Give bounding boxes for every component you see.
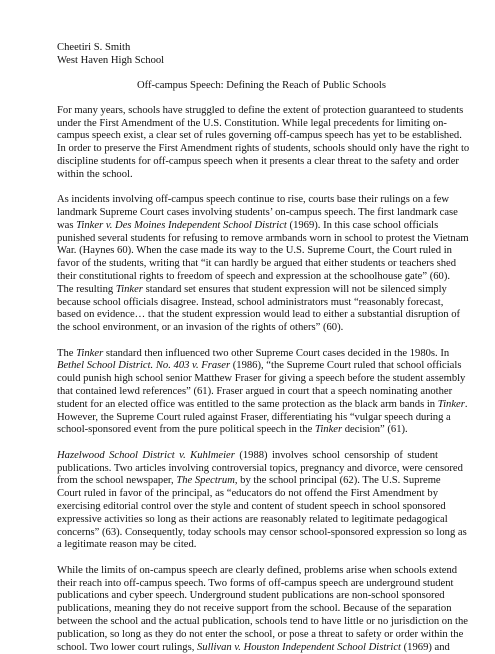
text-line: the school environment, or an invasion of the rights of others” (60). [57, 322, 344, 334]
text-line: punished several students for refusing to remove armbands worn in school to protest the Vietnam [57, 232, 469, 244]
text-line: that contained lewd references” (61). Fraser argued in court that a speech nominating another [57, 386, 453, 398]
text-line: campus speech exist, a clear set of rules governing off-campus speech has yet to be established. [57, 130, 462, 142]
text-line: between the school and the actual publication, schools tend to have little or no jurisdiction on the [57, 615, 468, 627]
text-line: their reach into off-campus speech. Two forms of off-campus speech are underground student [57, 577, 454, 589]
school-name: West Haven High School [57, 54, 165, 66]
text-line: exercising editorial control over the style and content of student speech in school sponsored [57, 500, 446, 512]
text-line: their constitutional rights to freedom of speech and expression at the schoolhouse gate” (60). [57, 271, 451, 283]
text-line: Hazelwood School District v. Kuhlmeier (1988) involves school censorship of student [57, 449, 438, 461]
text-line: publications, meaning they do not receive support from the school. Because of the separation [57, 603, 452, 615]
text-line: publication, so long as they do not enter the school, or pose a threat to safety or order within the [57, 628, 464, 640]
text-line: student for an elected office was entitled to the same protection as the black arm bands in Tinker. [57, 398, 468, 410]
text-line: discipline students for off-campus speech when it presents a clear threat to the safety and order [57, 156, 459, 168]
text-line: school. Two lower court rulings, Sullivan v. Houston Independent School District (1969) and [57, 641, 450, 653]
text-line: publications and cyber speech. Underground student publications are non-school sponsored [57, 590, 445, 602]
text-line: could punish high school senior Matthew Fraser for giving a speech before the student assembly [57, 373, 466, 385]
text-line: publications. Two articles involving controversial topics, pregnancy and divorce, were censored [57, 462, 463, 474]
text-line: Court ruled in favor of the principal, as “educators do not offend the First Amendment by [57, 488, 438, 500]
text-line: concerns” (63). Consequently, today schools may censor school-sponsored expression so long as [57, 526, 467, 538]
text-line: In order to preserve the First Amendment rights of students, schools should only have the right to [57, 143, 470, 155]
text-line: within the school. [57, 168, 133, 180]
text-line: However, the Supreme Court ruled against Fraser, differentiating his “vulgar speech during a [57, 411, 451, 423]
paragraph [57, 564, 468, 654]
essay-title: Off-campus Speech: Defining the Reach of Public Schools [137, 79, 386, 91]
text-line: War. (Haynes 60). When the case made its way to the U.S. Supreme Court, the Court ruled in [57, 245, 452, 257]
text-line: The Tinker standard then influenced two other Supreme Court cases decided in the 1980s. In [57, 347, 450, 359]
text-line: a legitimate reason may be cited. [57, 539, 197, 551]
text-line: was Tinker v. Des Moines Independent School District (1969). In this case school officials [57, 219, 439, 231]
text-line: based on evidence… that the student expression would lead to either a substantial disruption of [57, 309, 461, 321]
paragraph [57, 104, 470, 182]
text-line: For many years, schools have struggled to define the extent of protection guaranteed to students [57, 104, 464, 116]
text-line: landmark Supreme Court cases involving students’ on-campus speech. The first landmark case [57, 207, 458, 219]
author-name: Cheetiri S. Smith [57, 42, 131, 53]
paragraph [57, 449, 467, 552]
text-line: because school officials disagree. Instead, school administrators must “reasonably forecast, [57, 296, 444, 308]
text-line: As incidents involving off-campus speech continue to rise, courts base their rulings on a few [57, 194, 449, 206]
text-line: Bethel School District. No. 403 v. Fraser (1986), “the Supreme Court ruled that school officials [57, 360, 462, 372]
text-line: While the limits of on-campus speech are clearly defined, problems arise when schools extend [57, 564, 458, 576]
paragraph [57, 194, 469, 335]
paragraph [57, 347, 468, 438]
text-line: school-sponsored event from the pure political speech in the Tinker decision” (61). [57, 424, 408, 436]
document-header [57, 42, 438, 68]
text-line: The resulting Tinker standard set ensures that student expression will not be silenced simply [57, 283, 447, 295]
text-line: expressive activities so long as their actions are reasonably related to legitimate pedagogical [57, 513, 448, 525]
text-line: under the First Amendment of the U.S. Constitution. While legal precedents for limiting on- [57, 117, 447, 129]
text-line: from the school newspaper, The Spectrum, by the school principal (62). The U.S. Supreme [57, 475, 441, 487]
text-line: favor of the students, writing that “it can hardly be argued that either students or teachers shed [57, 258, 457, 270]
essay-body [57, 104, 470, 654]
